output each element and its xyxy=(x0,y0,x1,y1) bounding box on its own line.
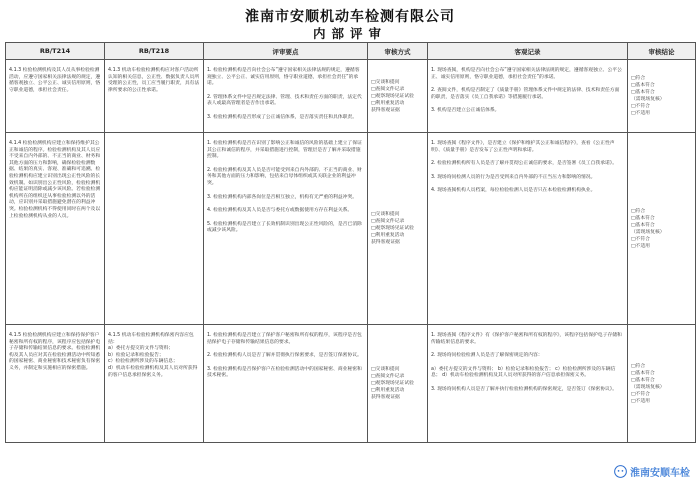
objective-record: 3. 现场询问机构人员是否了解并执行检验检测机构的保密规定，是否签订《保密协议》。 xyxy=(431,386,617,392)
std218-cell xyxy=(105,60,204,133)
audit-method-option[interactable] xyxy=(371,380,424,387)
objective-record: 1. 现场查阅，机构是否向社会公布“遵守国家相关法律法规的规定，遵循客观独立、公平公正、诚实信用原则，恪守职业道德，承担社会责任”的承诺。 xyxy=(431,68,622,80)
audit-method-label: □交谈和提问 xyxy=(371,79,400,85)
audit-method-list xyxy=(371,366,424,401)
audit-method-label: □利用重复活动 xyxy=(371,100,405,106)
document-subtitle: 内部评审 xyxy=(312,26,387,41)
review-point: 1. 检验检测机构是否建立了保护客户秘密和所有权的程序，该程序是否包括保护电子存储和传输结果信息的要求。 xyxy=(207,333,362,345)
audit-method-option[interactable] xyxy=(371,93,424,100)
verdict-option[interactable] xyxy=(631,370,692,377)
std214-text: 4.1.4 检验检测机构应建立和保持维护其公正和诚信的程序。检验检测机构及其人员应不受来自内外部的、不正当的商业、财务和其他方面的压力和影响，确保检验检测数据、结果的真实、客观、准确和可追溯。检验检测机构应建立识别出现公正性风险的长效机制。如识别出公正性风险，检验检测机构应能证明消除或减少该风险。若检验检测机构所在的组织还从事检验检测以外的活动，应识别并采取措施避免潜在的利益冲突。检验检测机构不得使用同时在两个及以上检验检测机构从业的人员。 xyxy=(9,141,101,219)
std218-cell xyxy=(105,325,204,443)
verdict-label: （需现场复核） xyxy=(631,384,665,390)
objective-record: 2. 检验检测机构所有人员是否了解并贯彻公正诚信的要求，是否签署《员工自我承诺》。 xyxy=(431,161,617,167)
verdict-list xyxy=(631,363,692,405)
verdict-option[interactable] xyxy=(631,398,692,405)
header-objective-record: 客观记录 xyxy=(428,43,628,60)
review-point: 1. 检验检测机构是否向社会公布“遵守国家相关法律法规的规定，遵循客观独立、公平公正、诚实信用原则，恪守职业道德，承担社会责任”的承诺。 xyxy=(207,68,360,87)
review-point: 3. 检验检测机构是否保护客户在检验检测活动中的国家秘密、商业秘密和技术秘密。 xyxy=(207,366,362,379)
verdict-option[interactable] xyxy=(631,384,692,391)
std218-text: 4.1.5 机动车检验检测机构保密内容应包括： a）委托方提交的文件与资料； b）检验记录和检验报告； c）检验检测所涉及的车辆信息； d）机动车检验检测机构及其人员对所获得的客户信息承担保密义务。 xyxy=(108,333,198,378)
table-row xyxy=(6,60,696,133)
audit-table xyxy=(5,42,696,443)
verdict-label: □不适用 xyxy=(631,243,650,249)
audit-method-option[interactable] xyxy=(371,79,424,86)
audit-method-label: □交谈和提问 xyxy=(371,367,400,372)
verdict-option[interactable] xyxy=(631,236,692,243)
audit-method-option[interactable] xyxy=(371,232,424,239)
verdict-label: □不适用 xyxy=(631,111,650,116)
objective-record: 2. 现场询问检验检测人员是否了解保密规定的内容： xyxy=(431,353,543,359)
verdict-label: □符合 xyxy=(631,363,646,369)
objective-record: 3. 现场询问检测人员的行为是否受到来自内外部的不正当压力和影响的情况。 xyxy=(431,174,596,180)
verdict-label: □不符合 xyxy=(631,104,650,109)
audit-method-label: □查阅文件记录 xyxy=(371,219,405,224)
audit-method-label: □观察现场见证试验 xyxy=(371,381,414,386)
review-point: 2. 管理体系文件中是否规定法律、管理、技术和责任方面的职责，法定代表人或最高管理者是否作出承诺。 xyxy=(207,94,362,107)
std218-text: 4.1.3 机动车检验检测机构应对客户活动所认知的相关信息，公正性、数据负责人员所受理的公正性，员工应当履行职责，具有法律所要求的公正性承诺。 xyxy=(108,68,200,93)
audit-method-label: □查阅文件记录 xyxy=(371,374,405,379)
audit-method-label: 获得客观证据 xyxy=(371,395,400,400)
objective-record-cell xyxy=(428,60,628,133)
audit-method-option[interactable] xyxy=(371,366,424,373)
audit-method-cell xyxy=(368,133,428,325)
objective-record: 3. 机构是否建立公正诚信体系。 xyxy=(431,108,500,114)
verdict-option[interactable] xyxy=(631,215,692,222)
audit-method-option[interactable] xyxy=(371,107,424,114)
document-title: 淮南市安顺机动车检测有限公司 xyxy=(245,9,455,25)
std218-cell xyxy=(105,133,204,325)
verdict-label: □基本符合 xyxy=(631,83,655,88)
review-point: 2. 检验检测机构及其人员是否可能受到来自内外部的、不正当的商业、财务和其他方面的压力和影响，包括来自母体组织或其关联企业的利益冲突。 xyxy=(207,167,362,186)
audit-method-option[interactable] xyxy=(371,86,424,93)
table-body xyxy=(6,60,696,443)
audit-method-label: □观察现场见证试验 xyxy=(371,226,414,231)
audit-method-label: 获得客观证据 xyxy=(371,107,400,113)
audit-method-option[interactable] xyxy=(371,373,424,380)
audit-method-option[interactable] xyxy=(371,239,424,246)
audit-method-cell xyxy=(368,325,428,443)
verdict-option[interactable] xyxy=(631,243,692,250)
verdict-option[interactable] xyxy=(631,82,692,89)
verdict-option[interactable] xyxy=(631,222,692,229)
verdict-option[interactable] xyxy=(631,103,692,110)
std214-text: 4.1.3 检验检测机构及其人员从事检验检测活动，应遵守国家相关法律法规的规定，遵循客观独立、公平公正、诚实信用原则，恪守职业道德，承担社会责任。 xyxy=(9,68,101,93)
audit-method-list xyxy=(371,79,424,114)
verdict-label: □不符合 xyxy=(631,391,650,397)
objective-record: 1. 现场查阅《程序文件》有《保护客户秘密和所有权的程序》，该程序包括保护电子存储和传输结果信息的要求。 xyxy=(431,333,622,345)
objective-record: 1. 现场查阅《程序文件》，是否建立《保护和维护其公正和诚信程序》，查看《公正性声明》、《质量手册》是否发布了公正性声明和承诺。 xyxy=(431,141,615,153)
header-audit-method: 审核方式 xyxy=(368,43,428,60)
verdict-label: □基本符合 xyxy=(631,90,655,95)
audit-method-option[interactable] xyxy=(371,394,424,401)
table-row xyxy=(6,133,696,325)
objective-record: 4. 现场查阅机构人员档案，每位检验检测人员是否只在本检验检测机构执业。 xyxy=(431,188,596,194)
header-rbt214: RB/T214 xyxy=(6,43,105,60)
verdict-label: （需现场复核） xyxy=(631,229,665,235)
audit-method-option[interactable] xyxy=(371,387,424,394)
std214-cell xyxy=(6,60,105,133)
std214-cell xyxy=(6,133,105,325)
verdict-label: □基本符合 xyxy=(631,377,655,383)
table-row xyxy=(6,325,696,443)
audit-method-option[interactable] xyxy=(371,225,424,232)
review-point: 2. 检验检测机构人员是否了解并贯彻执行保密要求，是否签订保密协议。 xyxy=(207,353,362,359)
verdict-option[interactable] xyxy=(631,391,692,398)
verdict-option[interactable] xyxy=(631,208,692,215)
verdict-option[interactable] xyxy=(631,89,692,96)
std214-text: 4.1.5 检验检测机构应建立和保持保护客户秘密和所有权的程序，该程序应包括保护电子存储和传输结果信息的要求。检验检测机构及其人员应对其在检验检测活动中所知悉的国家秘密、商业秘密和技术秘密负有保密义务，并制定和实施相应的保密措施。 xyxy=(9,333,101,371)
verdict-option[interactable] xyxy=(631,110,692,117)
audit-method-label: □利用重复活动 xyxy=(371,233,405,238)
verdict-option[interactable] xyxy=(631,377,692,384)
verdict-option[interactable] xyxy=(631,75,692,82)
objective-record-cell xyxy=(428,133,628,325)
audit-method-option[interactable] xyxy=(371,100,424,107)
review-points-cell xyxy=(204,60,368,133)
review-point: 3. 检验检测机构内部各岗位是否相互独立，机构有无严重的利益冲突。 xyxy=(207,194,358,200)
watermark-text: 淮南安顺车检 xyxy=(630,468,690,479)
audit-method-option[interactable] xyxy=(371,211,424,218)
verdict-label: □基本符合 xyxy=(631,370,655,376)
objective-record: a）委托方提交的文件与资料； b）检验记录和检验报告； c）检验检测所涉及的车辆信息； d）机动车检验检测机构及其人员对所获得的客户信息承担保密义务。 xyxy=(431,366,616,379)
verdict-list xyxy=(631,208,692,250)
audit-method-list xyxy=(371,211,424,246)
audit-method-label: □观察现场见证试验 xyxy=(371,93,414,99)
audit-conclusion-cell xyxy=(628,60,696,133)
verdict-label: □符合 xyxy=(631,208,646,214)
verdict-label: □基本符合 xyxy=(631,222,655,228)
header-rbt218: RB/T218 xyxy=(105,43,204,60)
std214-cell xyxy=(6,325,105,443)
review-point: 4. 检验检测机构及其人员是否与委托方或数据使用方存在利益关系。 xyxy=(207,208,353,214)
audit-method-label: □查阅文件记录 xyxy=(371,86,405,92)
verdict-option[interactable] xyxy=(631,363,692,370)
review-points-cell xyxy=(204,133,368,325)
review-point: 5. 检验检测机构是否建立了长效机制识别出现公正性风险的，是否已消除或减少该风险。 xyxy=(207,221,362,234)
verdict-label: （需现场复核） xyxy=(631,97,665,102)
audit-method-option[interactable] xyxy=(371,218,424,225)
verdict-label: □基本符合 xyxy=(631,215,655,221)
review-points-cell xyxy=(204,325,368,443)
wechat-icon xyxy=(614,465,627,478)
review-point: 3. 检验检测机构是否形成了公正诚信体系，是否落实责任和具体职责。 xyxy=(207,114,358,120)
objective-record: 2. 查阅文件，机构是否制定了《质量手册》管理体系文件中规定的法律、技术和责任方面的职责，是否落实《员工自我承诺》等措施履行承诺。 xyxy=(431,88,620,100)
audit-conclusion-cell xyxy=(628,133,696,325)
verdict-label: □不适用 xyxy=(631,398,650,404)
verdict-option[interactable] xyxy=(631,229,692,236)
watermark xyxy=(614,464,690,479)
verdict-label: □不符合 xyxy=(631,236,650,242)
audit-method-label: 获得客观证据 xyxy=(371,240,400,245)
table-header-row xyxy=(6,43,696,60)
audit-method-label: □交谈和提问 xyxy=(371,212,400,217)
verdict-label: □符合 xyxy=(631,76,646,81)
header-audit-conclusion: 审核结论 xyxy=(628,43,696,60)
audit-method-label: □利用重复活动 xyxy=(371,388,405,393)
objective-record-cell xyxy=(428,325,628,443)
verdict-option[interactable] xyxy=(631,96,692,103)
header-review-points: 评审要点 xyxy=(204,43,368,60)
review-point: 1. 检验检测机构是否在识别了影响公正和诚信的风险的基础上建立了保证其公正和诚信的程序，并采取措施进行控制，管理层是否了解并采取措施控制。 xyxy=(207,141,362,160)
verdict-list xyxy=(631,75,692,117)
audit-conclusion-cell xyxy=(628,325,696,443)
audit-method-cell xyxy=(368,60,428,133)
